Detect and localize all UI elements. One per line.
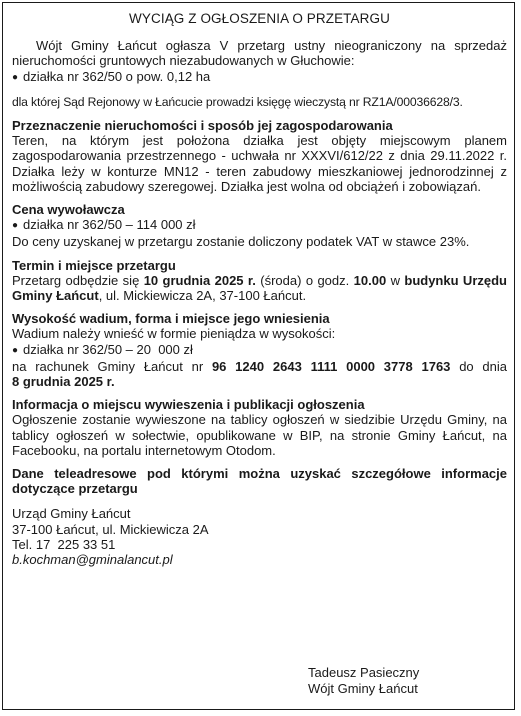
price-item (12, 217, 507, 234)
term-text-3: w (386, 272, 405, 288)
signature-block (308, 665, 419, 697)
deposit-item-text: działka nr 362/50 – 20 000 zł (23, 341, 193, 357)
term-heading: Termin i miejsce przetargu (12, 257, 176, 273)
contact-heading: Dane teleadresowe pod którymi można uzyskać szczegółowe informacje dotyczące przetargu (12, 466, 507, 497)
deposit-account-text (12, 359, 507, 389)
contact-email[interactable]: b.kochman@gminalancut.pl (12, 552, 173, 568)
vat-note: Do ceny uzyskanej w przetargu zostanie doliczony podatek VAT w stawce 23%. (12, 234, 470, 250)
auction-place: budynku Urzędu Gminy Łańcut (12, 272, 507, 304)
plot-area-item (12, 69, 507, 86)
deposit-text-1: na rachunek Gminy Łańcut nr (12, 358, 212, 374)
publication-heading: Informacja o miejscu wywieszenia i publikacji ogłoszenia (12, 397, 365, 413)
purpose-text: Teren, na którym jest położona działka jest objęty miejscowym planem zagospodarowania przestrzennego - uchwała nr XXXVI/612/22 z dnia 29.11.2022 r. Działka leży w konturze MN12 - teren zabudowy mieszkaniowej jednorodzinnej z możliwością zabudowy szeregowej. Działka jest wolna od obciążeń i zobowiązań. (12, 133, 507, 194)
purpose-heading: Przeznaczenie nieruchomości i sposób jej zagospodarowania (12, 118, 393, 134)
deposit-text-2: do dnia (450, 358, 508, 374)
contact-office: Urząd Gminy Łańcut (12, 506, 131, 522)
deposit-item (12, 342, 507, 359)
price-heading: Cena wywoławcza (12, 202, 125, 218)
signature-name: Tadeusz Pasieczny (308, 665, 420, 680)
term-text (12, 273, 507, 303)
publication-text: Ogłoszenie zostanie wywieszone na tablicy ogłoszeń w siedzibie Urzędu Gminy, na tablicy ogłoszeń w sołectwie, opublikowane w BIP, na stronie Gminy Łańcut, na Facebooku, na portalu internetowym Otodom. (12, 412, 507, 458)
price-item-text: działka nr 362/50 – 114 000 zł (23, 217, 196, 233)
announcement-body (12, 11, 507, 567)
deposit-heading: Wysokość wadium, forma i miejsce jego wniesienia (12, 311, 330, 327)
signature-role: Wójt Gminy Łańcut (308, 681, 418, 696)
announcement-frame (2, 2, 515, 710)
deposit-deadline: 8 grudnia 2025 r. (12, 374, 115, 390)
intro-text: Wójt Gminy Łańcut ogłasza V przetarg ustny nieograniczony na sprzedaż nieruchomości gruntowych niezabudowanych w Głuchowie: (12, 38, 507, 69)
auction-time: 10.00 (353, 272, 387, 288)
term-text-2: (środa) o godz. (255, 272, 354, 288)
announcement-title: WYCIĄG Z OGŁOSZENIA O PRZETARGU (129, 11, 390, 26)
bank-account-number: 96 1240 2643 1111 0000 3778 1763 (211, 358, 451, 374)
contact-phone: Tel. 17 225 33 51 (12, 536, 116, 552)
deposit-text: Wadium należy wnieść w formie pieniądza w wysokości: (12, 326, 336, 342)
court-note: dla której Sąd Rejonowy w Łańcucie prowadzi księgę wieczystą nr RZ1A/00036628/3. (12, 94, 463, 109)
term-text-4: , ul. Mickiewicza 2A, 37-100 Łańcut. (98, 288, 307, 304)
plot-area-text: działka nr 362/50 o pow. 0,12 ha (23, 68, 211, 84)
term-text-1: Przetarg odbędzie się (12, 272, 144, 288)
contact-address: 37-100 Łańcut, ul. Mickiewicza 2A (12, 521, 209, 537)
auction-date: 10 grudnia 2025 r. (143, 272, 256, 288)
contact-block (12, 506, 507, 567)
